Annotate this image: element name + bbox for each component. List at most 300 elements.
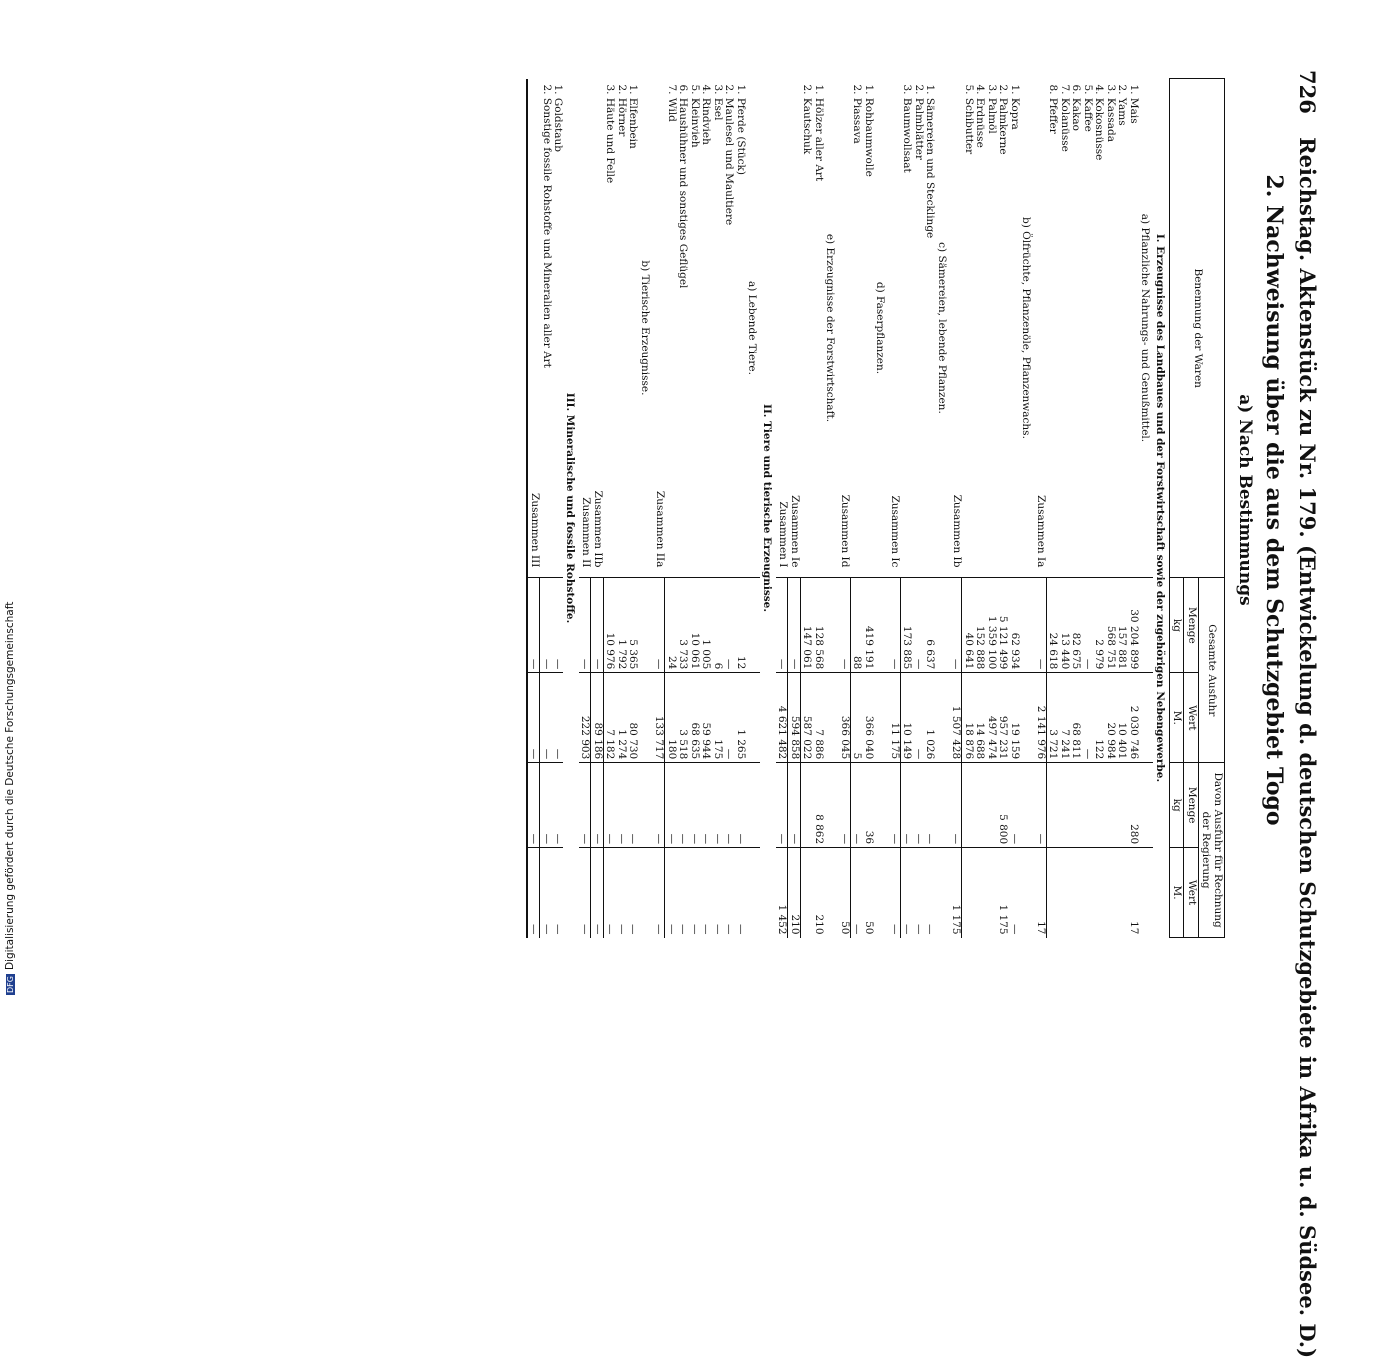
cell-kg: 5 365 bbox=[627, 578, 639, 673]
cell-gkg bbox=[1139, 763, 1154, 848]
section-row bbox=[1154, 79, 1170, 938]
cell-kg: — bbox=[591, 578, 604, 673]
cell-gkg: 36 bbox=[863, 763, 875, 848]
subtotal-row bbox=[776, 79, 788, 938]
table-row bbox=[1009, 79, 1021, 938]
cell-kg: — bbox=[527, 578, 540, 673]
cell-gkg bbox=[824, 763, 839, 848]
row-label: Zusammen Id bbox=[839, 494, 852, 568]
cell-m: 19 159 bbox=[1009, 673, 1021, 763]
row-label: a) Pflanzliche Nahrungs- und Genußmittel. bbox=[1139, 213, 1152, 443]
cell-m: 2 141 976 bbox=[1035, 673, 1047, 763]
cell-m: 497 474 bbox=[986, 673, 998, 763]
cell-kg: 152 888 bbox=[974, 578, 986, 673]
col-header-qty: Menge bbox=[1184, 578, 1199, 673]
cell-gm: 17 bbox=[1035, 848, 1047, 938]
section-row bbox=[874, 79, 889, 938]
cell-kg: — bbox=[788, 578, 801, 673]
table-row bbox=[604, 79, 616, 938]
cell-kg bbox=[1020, 578, 1035, 673]
goods-table-body bbox=[527, 79, 1170, 938]
cell-gm: — bbox=[627, 848, 639, 938]
row-label: 1. Sämereien und Stecklinge bbox=[924, 84, 937, 239]
table-row bbox=[863, 79, 875, 938]
cell-gm: — bbox=[901, 848, 913, 938]
cell-kg: — bbox=[1035, 578, 1047, 673]
cell-m: 11 175 bbox=[889, 673, 901, 763]
cell-kg: 6 637 bbox=[924, 578, 936, 673]
row-label: 6. Kakao bbox=[1070, 84, 1083, 131]
section-row bbox=[824, 79, 839, 938]
page-header bbox=[1295, 70, 1320, 1358]
row-label: 5. Kaffee bbox=[1082, 84, 1094, 132]
col-header-value: Wert bbox=[1184, 673, 1199, 763]
cell-kg: 82 675 bbox=[1070, 578, 1082, 673]
cell-kg: — bbox=[889, 578, 901, 673]
cell-gm: 50 bbox=[863, 848, 875, 938]
table-row bbox=[801, 79, 813, 938]
cell-gm bbox=[1047, 848, 1059, 938]
row-label: a) Lebende Tiere. bbox=[746, 280, 759, 375]
cell-kg: 173 885 bbox=[901, 578, 913, 673]
row-label: 2. Hörner bbox=[616, 84, 628, 137]
cell-gkg bbox=[1116, 763, 1128, 848]
cell-m: 18 876 bbox=[962, 673, 974, 763]
row-label: d) Faserpflanzen. bbox=[874, 281, 887, 375]
col-header-total-export: Gesamte Ausfuhr bbox=[1199, 578, 1225, 763]
cell-kg: 2 979 bbox=[1093, 578, 1105, 673]
cell-gkg bbox=[1020, 763, 1035, 848]
cell-gm bbox=[962, 848, 974, 938]
cell-gkg: 5 800 bbox=[997, 763, 1009, 848]
cell-gm bbox=[1116, 848, 1128, 938]
table-row bbox=[627, 79, 639, 938]
col-unit-gov-kg: kg bbox=[1170, 763, 1185, 848]
cell-m: 2 030 746 bbox=[1128, 673, 1140, 763]
document-subtitle: a) Nach Bestimmungs bbox=[1235, 394, 1255, 606]
cell-m: 366 045 bbox=[839, 673, 851, 763]
col-header-gov-value: Wert bbox=[1184, 848, 1199, 938]
cell-m: 3 518 bbox=[677, 673, 689, 763]
col-unit-mark: M. bbox=[1170, 673, 1185, 763]
cell-gkg: — bbox=[689, 763, 701, 848]
cell-m: 594 858 bbox=[788, 673, 801, 763]
row-label: 1. Mais bbox=[1128, 84, 1140, 124]
table-row bbox=[974, 79, 986, 938]
row-label: 6. Haushühner und sonstiges Geflügel bbox=[677, 84, 690, 289]
table-row bbox=[913, 79, 925, 938]
cell-gm: — bbox=[1009, 848, 1021, 938]
cell-m: 122 bbox=[1093, 673, 1105, 763]
row-label: b) Tierische Erzeugnisse. bbox=[639, 260, 651, 396]
table-row bbox=[712, 79, 724, 938]
table-row bbox=[986, 79, 998, 938]
cell-gm bbox=[936, 848, 951, 938]
table-row bbox=[1070, 79, 1082, 938]
cell-gkg: — bbox=[1009, 763, 1021, 848]
cell-gkg: — bbox=[913, 763, 925, 848]
subtotal-row bbox=[788, 79, 801, 938]
cell-kg: — bbox=[950, 578, 962, 673]
cell-kg: 568 751 bbox=[1105, 578, 1117, 673]
cell-gkg: 280 bbox=[1128, 763, 1140, 848]
cell-m: 366 040 bbox=[863, 673, 875, 763]
row-label: Zusammen Ic bbox=[889, 495, 902, 568]
row-label: 3. Palmöl bbox=[986, 84, 998, 134]
col-unit-kg: kg bbox=[1170, 578, 1185, 673]
cell-gkg bbox=[936, 763, 951, 848]
cell-gkg: — bbox=[776, 763, 788, 848]
cell-gkg: — bbox=[839, 763, 851, 848]
cell-m: 20 984 bbox=[1105, 673, 1117, 763]
cell-kg: — bbox=[579, 578, 591, 673]
cell-kg: 1 359 100 bbox=[986, 578, 998, 673]
cell-gkg bbox=[746, 763, 761, 848]
row-label: 4. Rindvieh bbox=[700, 84, 713, 145]
cell-gm: 50 bbox=[839, 848, 851, 938]
table-row bbox=[723, 79, 735, 938]
cell-gkg: — bbox=[889, 763, 901, 848]
cell-gm: — bbox=[579, 848, 591, 938]
cell-gkg bbox=[986, 763, 998, 848]
cell-gm: — bbox=[723, 848, 735, 938]
row-label: Zusammen Ib bbox=[951, 494, 963, 568]
row-label: b) Ölfrüchte, Pflanzenöle, Pflanzenwachs. bbox=[1020, 216, 1033, 439]
cell-gkg: 8 862 bbox=[813, 763, 825, 848]
table-row bbox=[677, 79, 689, 938]
cell-gkg: — bbox=[677, 763, 689, 848]
cell-gm bbox=[1070, 848, 1082, 938]
row-label: c) Sämereien, lebende Pflanzen. bbox=[936, 242, 948, 414]
cell-gm: 210 bbox=[813, 848, 825, 938]
subtotal-row bbox=[579, 79, 591, 938]
section-row bbox=[761, 79, 777, 938]
cell-m: 68 635 bbox=[689, 673, 701, 763]
cell-kg: 13 440 bbox=[1059, 578, 1071, 673]
cell-gkg: — bbox=[851, 763, 863, 848]
cell-kg: — bbox=[653, 578, 665, 673]
cell-kg bbox=[639, 578, 654, 673]
cell-m: 1 274 bbox=[616, 673, 628, 763]
subtotal-row bbox=[527, 79, 540, 938]
row-label: e) Erzeugnisse der Forstwirtschaft. bbox=[824, 233, 837, 423]
cell-m: 68 811 bbox=[1070, 673, 1082, 763]
cell-kg: 128 568 bbox=[813, 578, 825, 673]
table-row bbox=[1093, 79, 1105, 938]
table-row bbox=[1082, 79, 1094, 938]
cell-m: 5 bbox=[851, 673, 863, 763]
cell-gm: 1 175 bbox=[950, 848, 962, 938]
cell-m: 7 182 bbox=[604, 673, 616, 763]
cell-gm: — bbox=[527, 848, 540, 938]
document-title: 2. Nachweisung über die aus dem Schutzgebiet Togo bbox=[1261, 174, 1287, 826]
cell-gm bbox=[1105, 848, 1117, 938]
cell-gm bbox=[824, 848, 839, 938]
row-label: Zusammen Ia bbox=[1035, 495, 1048, 568]
row-label: Zusammen Ie bbox=[789, 495, 802, 568]
row-label: 2. Piassava bbox=[851, 84, 864, 144]
row-label: 8. Pfeffer bbox=[1047, 84, 1060, 134]
subtotal-row bbox=[591, 79, 604, 938]
subtotal-row bbox=[1035, 79, 1047, 938]
cell-m: 59 944 bbox=[700, 673, 712, 763]
header-title: Reichstag. Aktenstück zu Nr. 179. (Entwickelung d. deutschen Schutzgebiete in Afrika u. d. Südsee. D.) bbox=[1295, 137, 1320, 1358]
table-row bbox=[735, 79, 747, 938]
cell-gm bbox=[1139, 848, 1154, 938]
row-label: Zusammen IIb bbox=[592, 490, 605, 568]
cell-kg: 6 bbox=[712, 578, 724, 673]
row-label: Zusammen I bbox=[777, 501, 789, 568]
cell-gkg bbox=[962, 763, 974, 848]
cell-kg: 1 005 bbox=[700, 578, 712, 673]
cell-gkg: — bbox=[712, 763, 724, 848]
cell-kg: 24 618 bbox=[1047, 578, 1059, 673]
cell-gkg: — bbox=[924, 763, 936, 848]
cell-gkg: — bbox=[527, 763, 540, 848]
row-label: 3. Baumwollsaat bbox=[901, 84, 914, 173]
row-label: 3. Kassada bbox=[1105, 84, 1117, 142]
row-label: 5. Kleinvieh bbox=[689, 84, 701, 148]
cell-gm bbox=[1082, 848, 1094, 938]
cell-kg: — bbox=[776, 578, 788, 673]
cell-m: 89 186 bbox=[591, 673, 604, 763]
cell-kg: — bbox=[723, 578, 735, 673]
cell-m bbox=[746, 673, 761, 763]
col-unit-gov-mark: M. bbox=[1170, 848, 1185, 938]
cell-kg bbox=[1139, 578, 1154, 673]
cell-gkg: — bbox=[1035, 763, 1047, 848]
cell-m: 222 903 bbox=[579, 673, 591, 763]
digitization-footer bbox=[4, 602, 16, 995]
cell-gm: 1 452 bbox=[776, 848, 788, 938]
subtotal-row bbox=[839, 79, 851, 938]
row-label: 1. Hölzer aller Art bbox=[813, 84, 825, 182]
table-row bbox=[997, 79, 1009, 938]
cell-gm: — bbox=[889, 848, 901, 938]
cell-m: 175 bbox=[712, 673, 724, 763]
cell-m bbox=[1139, 673, 1154, 763]
cell-kg: 419 191 bbox=[863, 578, 875, 673]
cell-kg bbox=[824, 578, 839, 673]
cell-m: — bbox=[723, 673, 735, 763]
cell-kg: 5 121 499 bbox=[997, 578, 1009, 673]
section-row bbox=[564, 79, 580, 938]
cell-m: 7 886 bbox=[813, 673, 825, 763]
subtotal-row bbox=[950, 79, 962, 938]
cell-kg: 24 bbox=[665, 578, 677, 673]
cell-gkg bbox=[974, 763, 986, 848]
row-label: Zusammen III bbox=[527, 79, 540, 578]
cell-m: — bbox=[552, 673, 564, 763]
row-label: 1. Elfenbein bbox=[627, 84, 640, 149]
cell-gm: — bbox=[924, 848, 936, 938]
cell-m bbox=[874, 673, 889, 763]
cell-gm bbox=[1020, 848, 1035, 938]
row-label: 2. Palmkerne bbox=[997, 84, 1010, 155]
cell-kg: 10 976 bbox=[604, 578, 616, 673]
table-row bbox=[552, 79, 564, 938]
subtotal-row bbox=[889, 79, 901, 938]
cell-m: — bbox=[1082, 673, 1094, 763]
cell-gkg: — bbox=[653, 763, 665, 848]
row-label: 1. Pferde (Stück) bbox=[735, 84, 747, 175]
cell-gm bbox=[1093, 848, 1105, 938]
cell-kg: 12 bbox=[735, 578, 747, 673]
cell-gm: — bbox=[653, 848, 665, 938]
cell-kg: 40 641 bbox=[962, 578, 974, 673]
row-label: 4. Erdnüsse bbox=[974, 84, 987, 148]
cell-gm: — bbox=[552, 848, 564, 938]
cell-gkg bbox=[1070, 763, 1082, 848]
row-label: 3. Esel bbox=[712, 84, 724, 121]
row-label: 7. Kolanüsse bbox=[1059, 84, 1071, 152]
cell-gkg: — bbox=[604, 763, 616, 848]
cell-kg: 147 061 bbox=[801, 578, 813, 673]
cell-kg bbox=[874, 578, 889, 673]
cell-m: 957 231 bbox=[997, 673, 1009, 763]
table-row bbox=[540, 79, 552, 938]
cell-gm bbox=[746, 848, 761, 938]
cell-kg: 10 061 bbox=[689, 578, 701, 673]
table-row bbox=[924, 79, 936, 938]
cell-m bbox=[824, 673, 839, 763]
cell-gm: — bbox=[851, 848, 863, 938]
row-label: 2. Palmblätter bbox=[913, 84, 925, 161]
table-row bbox=[1059, 79, 1071, 938]
cell-gm: — bbox=[913, 848, 925, 938]
cell-gkg: — bbox=[723, 763, 735, 848]
cell-m: 4 621 482 bbox=[776, 673, 788, 763]
cell-gkg: — bbox=[901, 763, 913, 848]
cell-kg: 88 bbox=[851, 578, 863, 673]
cell-gkg: — bbox=[700, 763, 712, 848]
col-header-goods: Benennung der Waren bbox=[1170, 79, 1225, 578]
table-row bbox=[901, 79, 913, 938]
section-row bbox=[1020, 79, 1035, 938]
cell-gm: — bbox=[689, 848, 701, 938]
cell-m bbox=[936, 673, 951, 763]
cell-kg: — bbox=[552, 578, 564, 673]
cell-m bbox=[639, 673, 654, 763]
cell-gm bbox=[1059, 848, 1071, 938]
document-sheet bbox=[65, 0, 1335, 1358]
row-label: III. Mineralische und fossile Rohstoffe. bbox=[564, 392, 576, 624]
cell-m: 1 026 bbox=[924, 673, 936, 763]
cell-gkg: — bbox=[552, 763, 564, 848]
row-label: 2. Maulesel und Maultiere bbox=[723, 84, 736, 226]
cell-kg: — bbox=[540, 578, 552, 673]
cell-gm: 210 bbox=[788, 848, 801, 938]
cell-gkg bbox=[639, 763, 654, 848]
section-row bbox=[936, 79, 951, 938]
cell-gm bbox=[874, 848, 889, 938]
row-label: Zusammen IIa bbox=[654, 490, 666, 568]
table-row bbox=[962, 79, 974, 938]
cell-gkg bbox=[1059, 763, 1071, 848]
cell-gkg bbox=[874, 763, 889, 848]
row-label: 7. Wild bbox=[666, 84, 678, 122]
cell-kg: — bbox=[839, 578, 851, 673]
row-label: I. Erzeugnisse des Landbaues und der Forstwirtschaft sowie der zugehörigen Nebengewerbe. bbox=[1154, 233, 1166, 783]
row-label: Zusammen II bbox=[580, 497, 592, 568]
cell-gm: — bbox=[540, 848, 552, 938]
table-row bbox=[1105, 79, 1117, 938]
cell-kg: 62 934 bbox=[1009, 578, 1021, 673]
cell-m: 80 730 bbox=[627, 673, 639, 763]
cell-kg: 157 881 bbox=[1116, 578, 1128, 673]
row-label: 4. Kokosnüsse bbox=[1093, 84, 1106, 161]
cell-gm: — bbox=[735, 848, 747, 938]
cell-gkg bbox=[1082, 763, 1094, 848]
cell-kg: 30 204 899 bbox=[1128, 578, 1140, 673]
table-row bbox=[689, 79, 701, 938]
cell-gkg bbox=[801, 763, 813, 848]
cell-kg bbox=[936, 578, 951, 673]
cell-gkg: — bbox=[579, 763, 591, 848]
cell-m: 3 721 bbox=[1047, 673, 1059, 763]
cell-gm: 17 bbox=[1128, 848, 1140, 938]
cell-gkg bbox=[1047, 763, 1059, 848]
digitization-note: Digitalisierung gefördert durch die Deutsche Forschungsgemeinschaft bbox=[4, 601, 16, 971]
section-row bbox=[746, 79, 761, 938]
cell-gm bbox=[974, 848, 986, 938]
cell-gkg: — bbox=[540, 763, 552, 848]
table-row bbox=[665, 79, 677, 938]
row-label: 2. Yams bbox=[1116, 84, 1129, 126]
row-label: 1. Rohbaumwolle bbox=[863, 84, 875, 177]
cell-gkg: — bbox=[950, 763, 962, 848]
table-row bbox=[700, 79, 712, 938]
cell-kg bbox=[746, 578, 761, 673]
table-row bbox=[851, 79, 863, 938]
table-row bbox=[616, 79, 628, 938]
cell-gkg: — bbox=[735, 763, 747, 848]
cell-m: 587 022 bbox=[801, 673, 813, 763]
cell-gm bbox=[639, 848, 654, 938]
cell-m: 14 688 bbox=[974, 673, 986, 763]
cell-gm: — bbox=[604, 848, 616, 938]
col-header-gov-qty: Menge bbox=[1184, 763, 1199, 848]
cell-gm: — bbox=[677, 848, 689, 938]
cell-kg: 1 792 bbox=[616, 578, 628, 673]
cell-m: 10 149 bbox=[901, 673, 913, 763]
row-label: II. Tiere und tierische Erzeugnisse. bbox=[761, 403, 773, 612]
goods-table bbox=[526, 78, 1225, 938]
row-label: 1. Kopra bbox=[1009, 84, 1021, 130]
cell-kg: — bbox=[1082, 578, 1094, 673]
cell-kg: — bbox=[913, 578, 925, 673]
cell-gm: — bbox=[665, 848, 677, 938]
cell-kg: 3 733 bbox=[677, 578, 689, 673]
cell-m: — bbox=[540, 673, 552, 763]
cell-gm: — bbox=[616, 848, 628, 938]
cell-m: 133 717 bbox=[653, 673, 665, 763]
row-label: 1. Goldstaub bbox=[552, 84, 565, 152]
row-label: 3. Häute und Felle bbox=[604, 84, 617, 184]
cell-gkg: — bbox=[627, 763, 639, 848]
table-row bbox=[813, 79, 825, 938]
cell-m bbox=[1020, 673, 1035, 763]
cell-gkg: — bbox=[665, 763, 677, 848]
section-row bbox=[1139, 79, 1154, 938]
dfg-logo: DFG bbox=[6, 976, 15, 993]
cell-m: 10 401 bbox=[1116, 673, 1128, 763]
cell-gkg bbox=[1093, 763, 1105, 848]
section-row bbox=[639, 79, 654, 938]
cell-gkg: — bbox=[788, 763, 801, 848]
table-row bbox=[1047, 79, 1059, 938]
cell-gm: — bbox=[712, 848, 724, 938]
